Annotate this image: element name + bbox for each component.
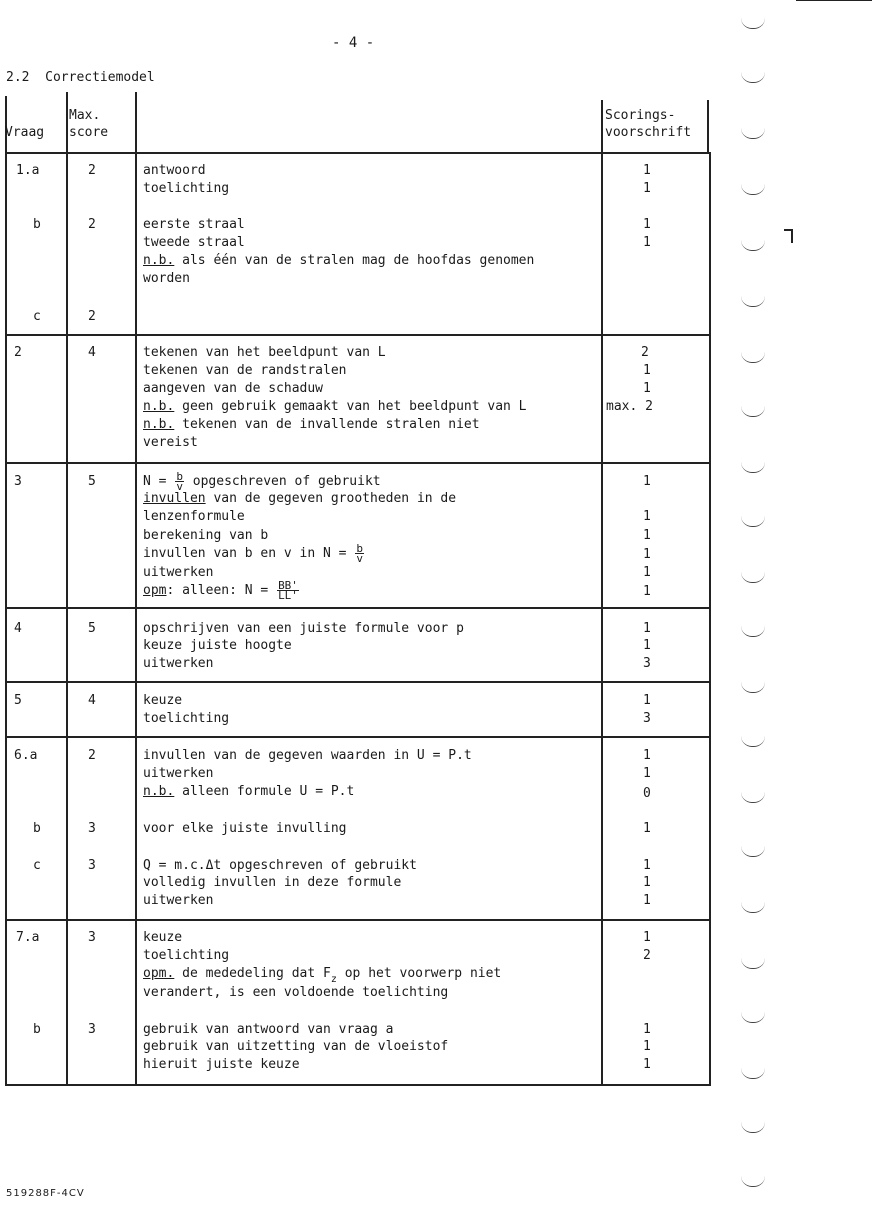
question-number: 7.a — [16, 930, 40, 945]
binding-mark — [741, 1012, 765, 1023]
criterion-line: tweede straal — [143, 235, 245, 250]
binding-mark — [741, 462, 765, 473]
binding-tick — [791, 229, 793, 243]
criterion-line: keuze — [143, 693, 183, 708]
criterion-line: lenzenformule — [143, 509, 245, 524]
binding-mark — [741, 792, 765, 803]
opm-label: opm — [143, 583, 167, 598]
question-number: b — [33, 821, 41, 836]
question-number: b — [33, 217, 41, 232]
header-vraag: Vraag — [5, 125, 45, 140]
score-value: 1 — [643, 565, 651, 580]
score-value: 1 — [643, 1022, 651, 1037]
criterion-note: n.b. tekenen van de invallende stralen niet — [143, 417, 480, 432]
binding-mark — [741, 682, 765, 693]
score-value: 0 — [643, 786, 651, 801]
header-max-line1: Max. — [69, 108, 101, 123]
criterion-line: uitwerken — [143, 565, 214, 580]
question-number: 4 — [14, 621, 22, 636]
score-value: 1 — [643, 584, 651, 599]
nb-label: n.b. — [143, 417, 175, 432]
criterion-line: invullen van b en v in N = $\frac{b}{v}$ — [143, 542, 363, 565]
binding-mark — [741, 406, 765, 417]
criterion-line: uitwerken — [143, 766, 214, 781]
criterion-line: berekening van b — [143, 528, 269, 543]
criterion-line: keuze — [143, 930, 183, 945]
criterion-note: opm. de mededeling dat $F_z$ op het voorwerp niet — [143, 966, 502, 985]
section-title: 2.2 Correctiemodel — [6, 70, 155, 85]
max-score: 5 — [88, 474, 96, 489]
score-value: 1 — [643, 693, 651, 708]
score-value: 1 — [643, 235, 651, 250]
binding-mark — [741, 846, 765, 857]
criterion-line: uitwerken — [143, 656, 214, 671]
nb-label: n.b. — [143, 253, 175, 268]
criterion-line: gebruik van antwoord van vraag a — [143, 1022, 394, 1037]
criterion-line: voor elke juiste invulling — [143, 821, 347, 836]
criterion-line: invullen van de gegeven grootheden in de — [143, 491, 457, 506]
binding-mark — [741, 184, 765, 195]
binding-mark — [741, 72, 765, 83]
max-score: 2 — [88, 163, 96, 178]
criterion-line: volledig invullen in deze formule — [143, 875, 402, 890]
edge-line — [796, 0, 872, 1]
criterion-line: keuze juiste hoogte — [143, 638, 292, 653]
binding-mark — [741, 128, 765, 139]
score-value: 1 — [643, 748, 651, 763]
question-number: 1.a — [16, 163, 40, 178]
binding-mark — [741, 736, 765, 747]
nb-label: n.b. — [143, 784, 175, 799]
score-value: 1 — [643, 858, 651, 873]
criterion-line: worden — [143, 271, 190, 286]
question-number: 6.a — [14, 748, 38, 763]
binding-mark — [741, 352, 765, 363]
binding-mark — [741, 18, 765, 29]
score-value: 3 — [643, 656, 651, 671]
question-number: 2 — [14, 345, 22, 360]
binding-mark — [741, 1122, 765, 1133]
binding-mark — [741, 1068, 765, 1079]
criterion-line: N = $\frac{b}{v}$ opgeschreven of gebruikt — [143, 470, 381, 493]
score-value: 1 — [643, 547, 651, 562]
max-score: 3 — [88, 930, 96, 945]
header-scoring-line2: voorschrift — [605, 125, 692, 140]
score-value: 1 — [643, 638, 651, 653]
criterion-line: uitwerken — [143, 893, 214, 908]
max-score: 2 — [88, 748, 96, 763]
header-max-line2: score — [69, 125, 109, 140]
max-score: 3 — [88, 858, 96, 873]
binding-mark — [741, 626, 765, 637]
criterion-line: verandert, is een voldoende toelichting — [143, 985, 449, 1000]
binding-mark — [741, 296, 765, 307]
criterion-line: Q = m.c.Δt opgeschreven of gebruikt — [143, 858, 417, 873]
score-value: 1 — [643, 1039, 651, 1054]
header-scoring-line1: Scorings- — [605, 108, 676, 123]
criterion-line: hieruit juiste keuze — [143, 1057, 300, 1072]
score-value: 1 — [643, 893, 651, 908]
criterion-note: n.b. alleen formule U = P.t — [143, 784, 355, 799]
criterion-line: toelichting — [143, 711, 230, 726]
score-value: 2 — [643, 948, 651, 963]
criterion-line: toelichting — [143, 181, 230, 196]
score-value: 3 — [643, 711, 651, 726]
score-value: 1 — [643, 509, 651, 524]
binding-mark — [741, 902, 765, 913]
criterion-note: opm: alleen: N = $\frac{BB'}{LL'}$ — [143, 579, 298, 602]
score-value: 1 — [643, 217, 651, 232]
criterion-line: invullen van de gegeven waarden in U = P.t — [143, 748, 472, 763]
criterion-line: toelichting — [143, 948, 230, 963]
question-number: b — [33, 1022, 41, 1037]
score-value: 1 — [643, 381, 651, 396]
score-value: 1 — [643, 181, 651, 196]
question-number: 3 — [14, 474, 22, 489]
score-value: 1 — [643, 821, 651, 836]
score-value: 1 — [643, 930, 651, 945]
score-value: 2 — [641, 345, 649, 360]
criterion-line: eerste straal — [143, 217, 245, 232]
binding-mark — [741, 516, 765, 527]
max-score: 3 — [88, 821, 96, 836]
criterion-line: gebruik van uitzetting van de vloeistof — [143, 1039, 449, 1054]
fraction-bb-over-ll: $\frac{BB'}{LL'}$ — [278, 579, 298, 602]
criterion-line: aangeven van de schaduw — [143, 381, 324, 396]
score-value: 1 — [643, 621, 651, 636]
score-value: 1 — [643, 363, 651, 378]
max-score: 3 — [88, 1022, 96, 1037]
criterion-note: n.b. geen gebruik gemaakt van het beeldpunt van L — [143, 399, 527, 414]
opm-label: opm. — [143, 966, 175, 981]
criterion-line: tekenen van het beeldpunt van L — [143, 345, 386, 360]
fraction-b-over-v: $\frac{b}{v}$ — [176, 470, 183, 493]
score-value: 1 — [643, 163, 651, 178]
score-value: 1 — [643, 875, 651, 890]
criterion-line: antwoord — [143, 163, 206, 178]
score-value: 1 — [643, 766, 651, 781]
score-value: 1 — [643, 528, 651, 543]
page-number: - 4 - — [332, 35, 375, 51]
nb-label: n.b. — [143, 399, 175, 414]
score-value: max. 2 — [606, 399, 653, 414]
score-value: 1 — [643, 1057, 651, 1072]
question-number: 5 — [14, 693, 22, 708]
max-score: 5 — [88, 621, 96, 636]
question-number: c — [33, 858, 41, 873]
document-code: 519288F-4CV — [6, 1188, 85, 1199]
binding-mark — [741, 240, 765, 251]
question-number: c — [33, 309, 41, 324]
binding-mark — [741, 572, 765, 583]
criterion-line: opschrijven van een juiste formule voor p — [143, 621, 464, 636]
score-value: 1 — [643, 474, 651, 489]
criterion-note: n.b. als één van de stralen mag de hoofdas genomen — [143, 253, 535, 268]
criterion-line: tekenen van de randstralen — [143, 363, 347, 378]
max-score: 2 — [88, 217, 96, 232]
binding-mark — [741, 1176, 765, 1187]
max-score: 2 — [88, 309, 96, 324]
binding-mark — [741, 958, 765, 969]
max-score: 4 — [88, 345, 96, 360]
max-score: 4 — [88, 693, 96, 708]
criterion-line: vereist — [143, 435, 198, 450]
fraction-b-over-v: $\frac{b}{v}$ — [356, 542, 363, 565]
